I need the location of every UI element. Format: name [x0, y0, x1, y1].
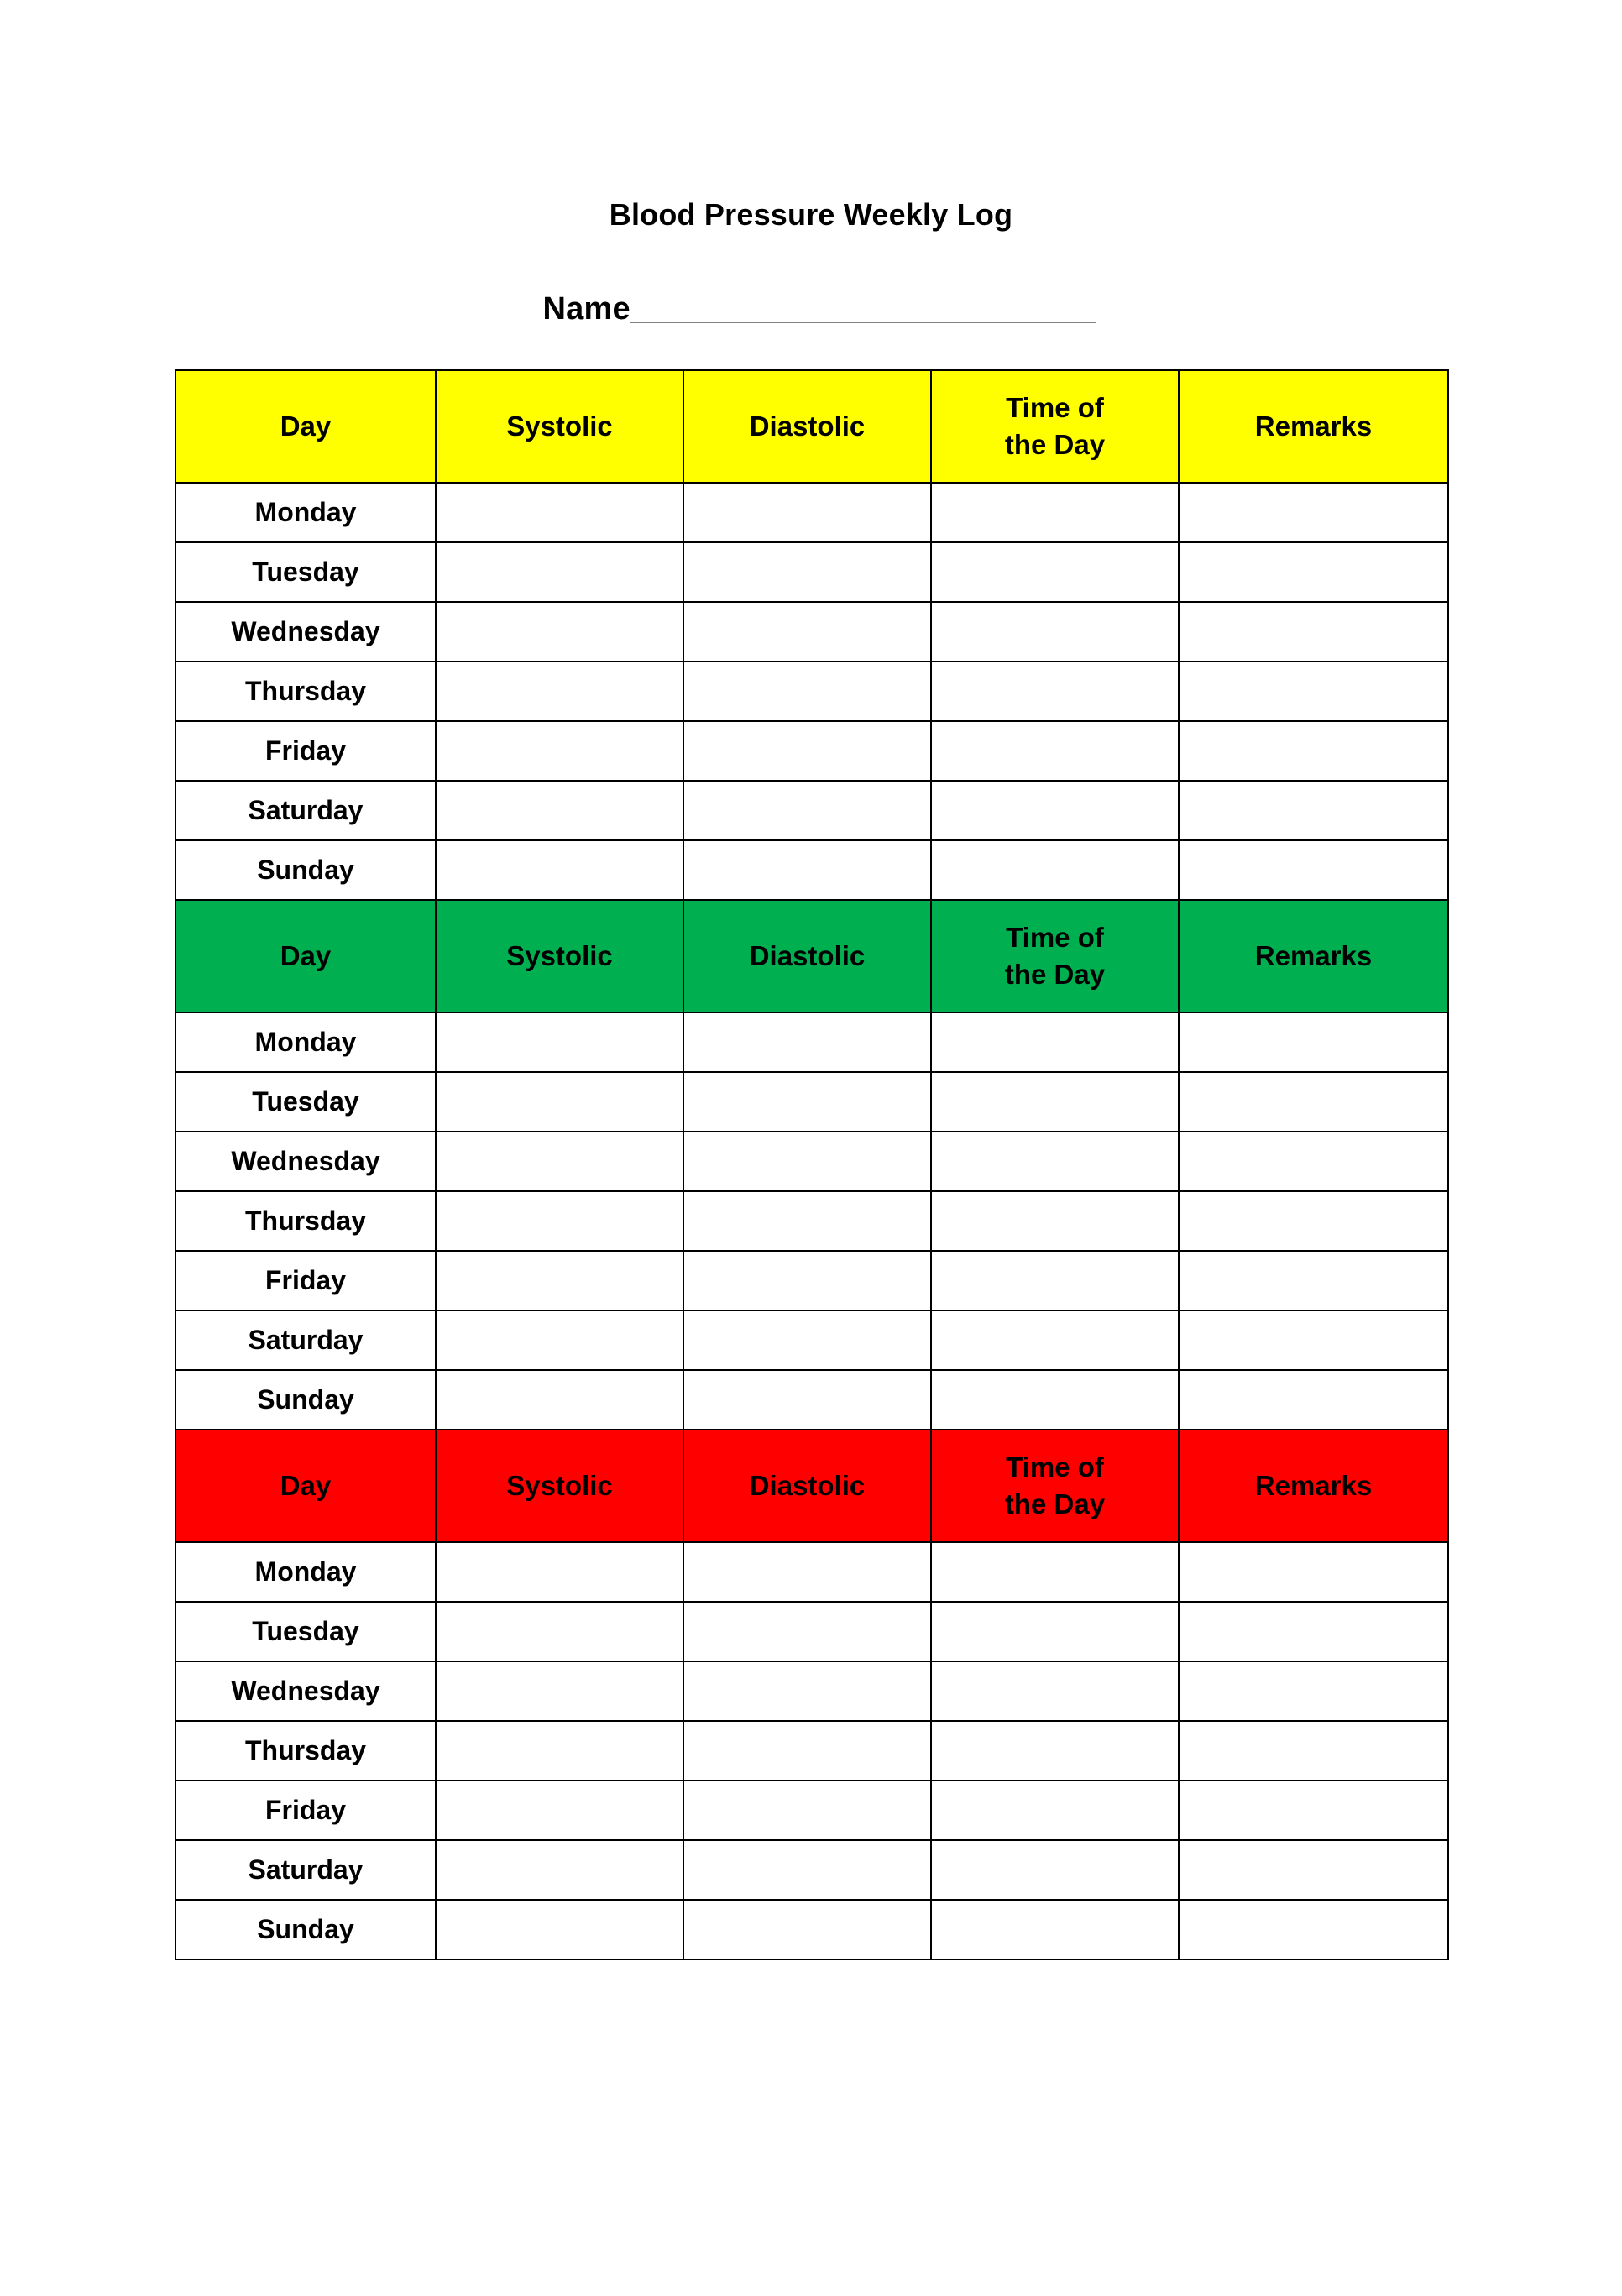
table-header-row-week-3: [175, 1430, 1448, 1542]
table-row: [175, 1012, 1448, 1072]
cell-time[interactable]: [931, 1721, 1179, 1781]
cell-diastolic[interactable]: [683, 1072, 931, 1132]
cell-remarks[interactable]: [1179, 662, 1448, 721]
cell-diastolic[interactable]: [683, 1310, 931, 1370]
cell-time[interactable]: [931, 781, 1179, 840]
cell-diastolic[interactable]: [683, 1012, 931, 1072]
page-title: Blood Pressure Weekly Log: [609, 197, 1013, 232]
cell-systolic[interactable]: [436, 542, 683, 602]
cell-remarks[interactable]: [1179, 1370, 1448, 1430]
row-label-day: Friday: [175, 721, 436, 781]
cell-diastolic[interactable]: [683, 483, 931, 542]
cell-remarks[interactable]: [1179, 721, 1448, 781]
cell-remarks[interactable]: [1179, 1542, 1448, 1602]
cell-diastolic[interactable]: [683, 1661, 931, 1721]
cell-systolic[interactable]: [436, 1781, 683, 1840]
cell-remarks[interactable]: [1179, 1781, 1448, 1840]
cell-diastolic[interactable]: [683, 1602, 931, 1661]
column-header-diastolic: Diastolic: [683, 370, 931, 483]
table-row: [175, 721, 1448, 781]
cell-time[interactable]: [931, 1840, 1179, 1900]
cell-systolic[interactable]: [436, 1602, 683, 1661]
cell-time[interactable]: [931, 1132, 1179, 1191]
cell-diastolic[interactable]: [683, 1542, 931, 1602]
cell-remarks[interactable]: [1179, 1072, 1448, 1132]
cell-time[interactable]: [931, 602, 1179, 662]
cell-diastolic[interactable]: [683, 1721, 931, 1781]
cell-systolic[interactable]: [436, 1370, 683, 1430]
column-header-remarks: Remarks: [1179, 900, 1448, 1012]
cell-remarks[interactable]: [1179, 1191, 1448, 1251]
cell-time[interactable]: [931, 1661, 1179, 1721]
cell-diastolic[interactable]: [683, 1251, 931, 1310]
cell-systolic[interactable]: [436, 1191, 683, 1251]
column-header-time-of-the-day: Time of the Day: [931, 1430, 1179, 1542]
cell-time[interactable]: [931, 662, 1179, 721]
table-row: [175, 662, 1448, 721]
row-label-day: Sunday: [175, 840, 436, 900]
cell-time[interactable]: [931, 1012, 1179, 1072]
cell-time[interactable]: [931, 1310, 1179, 1370]
column-header-diastolic: Diastolic: [683, 900, 931, 1012]
cell-diastolic[interactable]: [683, 781, 931, 840]
cell-systolic[interactable]: [436, 1310, 683, 1370]
blood-pressure-log-table-wrapper: [0, 369, 1622, 1960]
cell-systolic[interactable]: [436, 602, 683, 662]
table-row: [175, 1721, 1448, 1781]
row-label-day: Saturday: [175, 1840, 436, 1900]
row-label-day: Tuesday: [175, 1072, 436, 1132]
cell-systolic[interactable]: [436, 1542, 683, 1602]
column-header-day: Day: [175, 1430, 436, 1542]
table-row: [175, 1542, 1448, 1602]
column-header-time-of-the-day: Time of the Day: [931, 370, 1179, 483]
cell-time[interactable]: [931, 1191, 1179, 1251]
cell-time[interactable]: [931, 1542, 1179, 1602]
column-header-systolic: Systolic: [436, 370, 683, 483]
column-header-day: Day: [175, 900, 436, 1012]
cell-remarks[interactable]: [1179, 840, 1448, 900]
row-label-day: Wednesday: [175, 602, 436, 662]
cell-diastolic[interactable]: [683, 721, 931, 781]
cell-systolic[interactable]: [436, 840, 683, 900]
column-header-day: Day: [175, 370, 436, 483]
table-row: [175, 840, 1448, 900]
row-label-day: Saturday: [175, 781, 436, 840]
table-row: [175, 602, 1448, 662]
cell-remarks[interactable]: [1179, 1310, 1448, 1370]
cell-diastolic[interactable]: [683, 662, 931, 721]
table-row: [175, 781, 1448, 840]
cell-time[interactable]: [931, 542, 1179, 602]
cell-diastolic[interactable]: [683, 1781, 931, 1840]
cell-remarks[interactable]: [1179, 542, 1448, 602]
cell-systolic[interactable]: [436, 1900, 683, 1959]
cell-systolic[interactable]: [436, 1840, 683, 1900]
cell-time[interactable]: [931, 1781, 1179, 1840]
cell-remarks[interactable]: [1179, 1900, 1448, 1959]
row-label-day: Tuesday: [175, 542, 436, 602]
table-row: [175, 1840, 1448, 1900]
cell-remarks[interactable]: [1179, 1840, 1448, 1900]
row-label-day: Monday: [175, 1012, 436, 1072]
cell-systolic[interactable]: [436, 1132, 683, 1191]
cell-time[interactable]: [931, 1370, 1179, 1430]
cell-remarks[interactable]: [1179, 483, 1448, 542]
cell-diastolic[interactable]: [683, 840, 931, 900]
cell-systolic[interactable]: [436, 1012, 683, 1072]
cell-time[interactable]: [931, 721, 1179, 781]
row-label-day: Thursday: [175, 1191, 436, 1251]
cell-diastolic[interactable]: [683, 1191, 931, 1251]
blood-pressure-log-table: [175, 369, 1449, 1960]
row-label-day: Thursday: [175, 662, 436, 721]
cell-systolic[interactable]: [436, 1251, 683, 1310]
row-label-day: Friday: [175, 1781, 436, 1840]
document-page: [0, 197, 1622, 2296]
row-label-day: Wednesday: [175, 1132, 436, 1191]
cell-time[interactable]: [931, 1602, 1179, 1661]
cell-remarks[interactable]: [1179, 781, 1448, 840]
cell-diastolic[interactable]: [683, 542, 931, 602]
row-label-day: Tuesday: [175, 1602, 436, 1661]
table-row: [175, 1132, 1448, 1191]
cell-diastolic[interactable]: [683, 1840, 931, 1900]
cell-time[interactable]: [931, 840, 1179, 900]
column-header-systolic: Systolic: [436, 1430, 683, 1542]
cell-time[interactable]: [931, 1251, 1179, 1310]
cell-systolic[interactable]: [436, 721, 683, 781]
cell-remarks[interactable]: [1179, 1721, 1448, 1781]
cell-remarks[interactable]: [1179, 1251, 1448, 1310]
table-row: [175, 1251, 1448, 1310]
cell-systolic[interactable]: [436, 1072, 683, 1132]
table-row: [175, 542, 1448, 602]
cell-systolic[interactable]: [436, 1721, 683, 1781]
column-header-remarks: Remarks: [1179, 1430, 1448, 1542]
cell-systolic[interactable]: [436, 483, 683, 542]
cell-diastolic[interactable]: [683, 602, 931, 662]
column-header-systolic: Systolic: [436, 900, 683, 1012]
cell-diastolic[interactable]: [683, 1132, 931, 1191]
column-header-remarks: Remarks: [1179, 370, 1448, 483]
row-label-day: Sunday: [175, 1900, 436, 1959]
cell-systolic[interactable]: [436, 781, 683, 840]
table-header-row-week-1: [175, 370, 1448, 483]
table-row: [175, 483, 1448, 542]
column-header-diastolic: Diastolic: [683, 1430, 931, 1542]
row-label-day: Sunday: [175, 1370, 436, 1430]
cell-remarks[interactable]: [1179, 602, 1448, 662]
table-row: [175, 1310, 1448, 1370]
table-header-row-week-2: [175, 900, 1448, 1012]
cell-time[interactable]: [931, 1900, 1179, 1959]
table-row: [175, 1191, 1448, 1251]
table-row: [175, 1370, 1448, 1430]
cell-remarks[interactable]: [1179, 1012, 1448, 1072]
row-label-day: Friday: [175, 1251, 436, 1310]
cell-time[interactable]: [931, 483, 1179, 542]
row-label-day: Saturday: [175, 1310, 436, 1370]
cell-systolic[interactable]: [436, 662, 683, 721]
table-row: [175, 1900, 1448, 1959]
cell-remarks[interactable]: [1179, 1132, 1448, 1191]
row-label-day: Monday: [175, 483, 436, 542]
cell-time[interactable]: [931, 1072, 1179, 1132]
table-row: [175, 1781, 1448, 1840]
table-row: [175, 1661, 1448, 1721]
cell-diastolic[interactable]: [683, 1900, 931, 1959]
name-field-label: Name__________________________: [542, 291, 1096, 327]
row-label-day: Thursday: [175, 1721, 436, 1781]
cell-remarks[interactable]: [1179, 1602, 1448, 1661]
row-label-day: Wednesday: [175, 1661, 436, 1721]
row-label-day: Monday: [175, 1542, 436, 1602]
cell-diastolic[interactable]: [683, 1370, 931, 1430]
table-row: [175, 1602, 1448, 1661]
table-row: [175, 1072, 1448, 1132]
column-header-time-of-the-day: Time of the Day: [931, 900, 1179, 1012]
cell-systolic[interactable]: [436, 1661, 683, 1721]
cell-remarks[interactable]: [1179, 1661, 1448, 1721]
